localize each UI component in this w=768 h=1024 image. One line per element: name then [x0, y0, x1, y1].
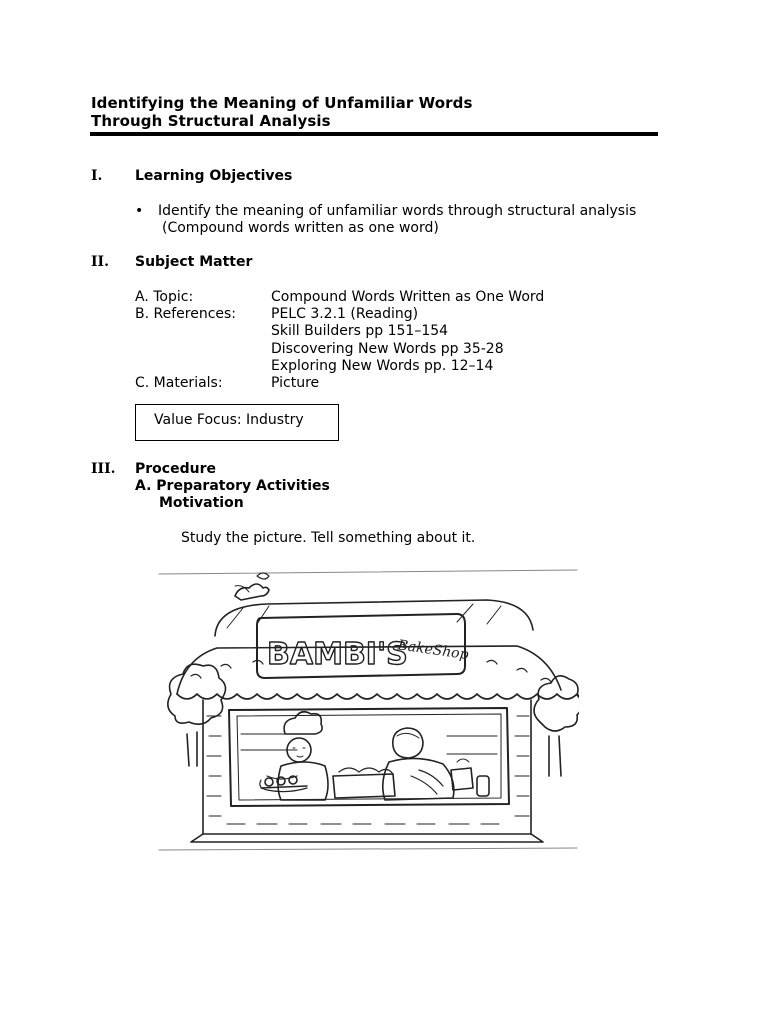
bakeshop-illustration	[157, 566, 579, 852]
sign-word-2: BakeShop	[396, 637, 470, 664]
objective-line-2: (Compound words written as one word)	[162, 220, 439, 236]
topic-value: Compound Words Written as One Word	[271, 289, 545, 305]
reference-item: Skill Builders pp 151–154	[271, 323, 449, 339]
section-3-heading: Procedure	[135, 461, 216, 477]
references-label: B. References:	[135, 306, 237, 322]
motivation-heading: Motivation	[159, 495, 244, 511]
document-title-line-2: Through Structural Analysis	[91, 112, 331, 130]
objective-line-1: Identify the meaning of unfamiliar words through structural analysis	[158, 203, 637, 219]
preparatory-activities-heading: A. Preparatory Activities	[135, 478, 330, 494]
picture-instruction: Study the picture. Tell something about it.	[181, 530, 476, 546]
bullet-dot: •	[135, 203, 144, 219]
section-2-heading: Subject Matter	[135, 254, 253, 270]
materials-label: C. Materials:	[135, 375, 223, 391]
section-1-heading: Learning Objectives	[135, 168, 293, 184]
value-focus-box	[135, 404, 339, 441]
reference-item: Exploring New Words pp. 12–14	[271, 358, 494, 374]
document-title-line-1: Identifying the Meaning of Unfamiliar Words	[91, 94, 473, 112]
title-rule	[90, 132, 658, 136]
section-2-numeral: II.	[91, 254, 109, 270]
section-1-numeral: I.	[91, 168, 103, 184]
topic-label: A. Topic:	[135, 289, 194, 305]
materials-value: Picture	[271, 375, 320, 391]
reference-item: PELC 3.2.1 (Reading)	[271, 306, 419, 322]
reference-item: Discovering New Words pp 35-28	[271, 341, 504, 357]
section-3-numeral: III.	[91, 461, 116, 477]
sign-word-1: BAMBI'S	[267, 637, 408, 672]
value-focus-text: Value Focus: Industry	[154, 412, 304, 428]
